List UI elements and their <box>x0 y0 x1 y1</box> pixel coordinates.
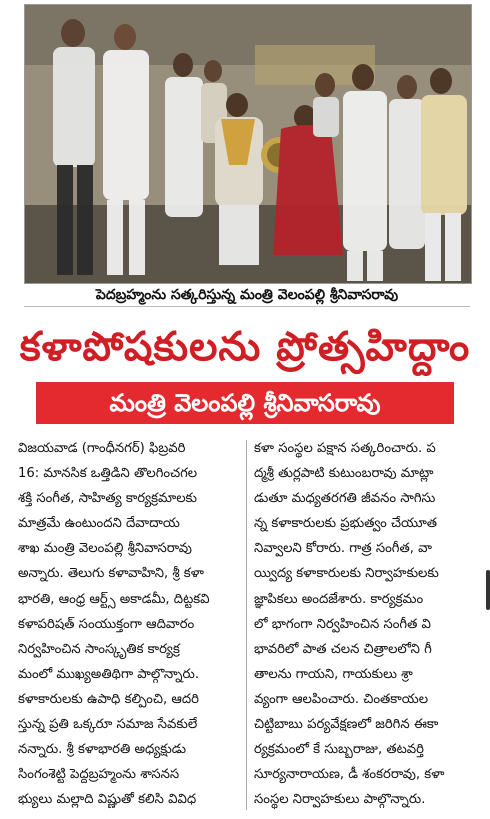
article-line: నన్నారు. శ్రీ కళాభారతి అధ్యక్షుడు <box>18 742 187 758</box>
article-line: విజయవాడ (గాంధీనగర్) ఫిబ్రవరి <box>18 441 186 456</box>
article-line: లో భాగంగా నిర్వహించిన సంగీత వి <box>254 616 431 632</box>
article-line: కళా సంస్థల పక్షాన సత్కరించారు. ప <box>254 441 436 456</box>
article-line: శాఖ మంత్రి వెలంపల్లి శ్రీనివాసరావు <box>18 541 192 557</box>
article-line: చిట్టిబాబు పర్యవేక్షణలో జరిగిన ఈకా <box>254 717 439 733</box>
article-line: మంలో ముఖ్యఅతిథిగా పాల్గొన్నారు. <box>18 666 200 682</box>
article-line: స్తున్న ప్రతి ఒక్కరూ సమాజ సేవకులే <box>18 717 198 733</box>
article-line: డుతూ మధ్యతరగతి జీవనం సాగిసు <box>254 491 436 507</box>
article-line: సూర్యనారాయణ, డీ శంకరరావు, కళా <box>254 767 445 783</box>
article-line: భారతి, ఆంధ్ర ఆర్ట్స్ అకాడమీ, దిట్టకవి <box>18 591 210 607</box>
photo-caption: పెదబ్రహ్మంను సత్కరిస్తున్న మంత్రి వెలంపల్లి శ్రీనివాసరావు <box>24 284 470 307</box>
article-line: అన్నారు. తెలుగు కళావాహిని, శ్రీ కళా <box>18 566 204 582</box>
article-line: నిర్వహించిన సాంస్కృతిక కార్యక్ర <box>18 641 180 657</box>
article-line: సింగంశెట్టి పెద్దబ్రహ్మంను శాసనస <box>18 767 180 783</box>
article-line: భావరిలో పాత చలన చిత్రాలలోని గీ <box>254 641 432 657</box>
article-left-column <box>18 436 240 812</box>
article-line: 16: మానసిక ఒత్తిడిని తొలగించగల <box>18 466 198 482</box>
article-line: మాత్రమే ఉంటుందని దేవాదాయ <box>18 516 180 532</box>
article-right-column <box>254 436 476 812</box>
article-line: శక్తి సంగీత, సాహిత్య కార్యక్రమాలకు <box>18 491 197 507</box>
article-line: ద్మశ్రీ తుర్లపాటి కుటుంబరావు మాట్లా <box>254 466 434 482</box>
article-line: కళాపరిషత్ సంయుక్తంగా ఆదివారం <box>18 616 195 632</box>
article-line: వ్యంగా ఆలపించారు. చింతకాయల <box>254 691 429 707</box>
headline: కళాపోషకులను ప్రోత్సహిద్దాం <box>19 324 471 370</box>
article-line: నివ్వాలని కోరారు. గాత్ర సంగీత, వా <box>254 541 432 557</box>
felicitation-photo-illustration <box>25 5 471 283</box>
article-line: సంస్థల నిర్వాహకులు పాల్గొన్నారు. <box>254 792 426 808</box>
article-line: య్విద్య కళాకారులకు నిర్వాహకులకు <box>254 566 439 582</box>
column-divider <box>246 440 247 810</box>
article-line: కళాకారులకు ఉపాధి కల్పించి, ఆదరి <box>18 691 199 707</box>
article-line: న్న కళాకారులకు ప్రభుత్వం చేయూత <box>254 516 438 532</box>
scrollbar-thumb[interactable] <box>486 570 490 610</box>
article-line: జ్ఞాపికలు అందజేశారు. కార్యక్రమం <box>254 591 424 607</box>
article-line: ర్యక్రమంలో కే సుబ్బరాజు, తటవర్తి <box>254 742 424 758</box>
article-line: తాలను గాయని, గాయకులు శ్రా <box>254 666 413 682</box>
article-line: భ్యులు మల్లాది విష్ణుతో కలిసి వివిధ <box>18 792 197 808</box>
news-photo <box>24 4 472 284</box>
subheadline-banner: మంత్రి వెలంపల్లి శ్రీనివాసరావు <box>36 382 454 424</box>
